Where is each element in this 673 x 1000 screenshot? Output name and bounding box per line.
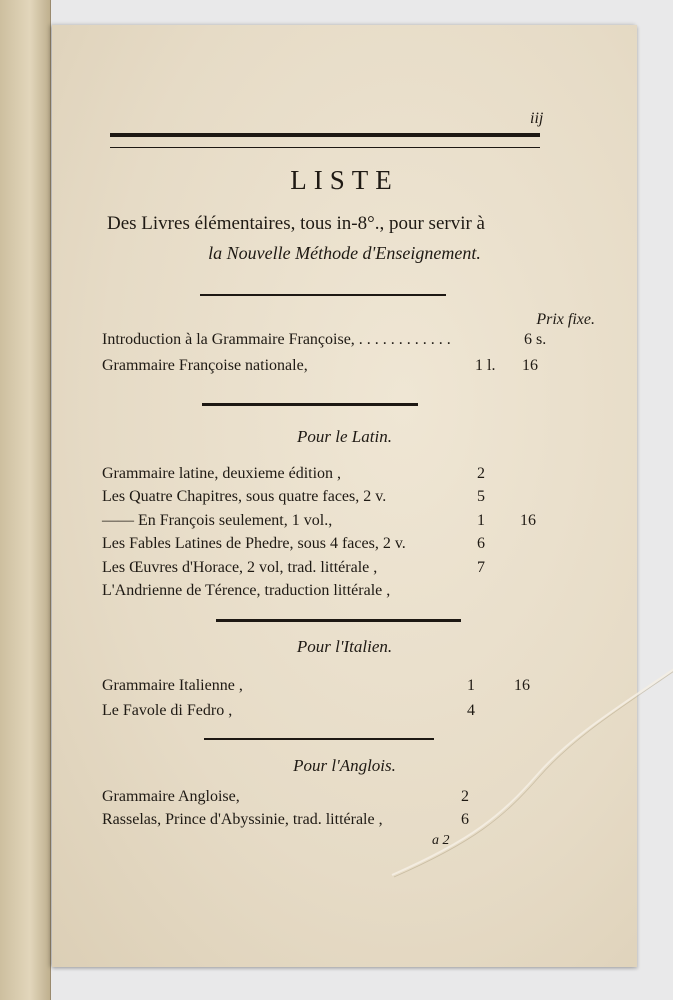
price-value: 1 l.	[475, 357, 496, 374]
price-value: 4	[467, 702, 475, 719]
price-value: 16	[522, 357, 538, 374]
divider-rule	[200, 294, 446, 296]
divider-rule	[216, 619, 461, 622]
list-item: Grammaire Françoise nationale,	[102, 357, 308, 374]
price-value: 7	[477, 559, 485, 576]
subtitle-line-1: Des Livres élémentaires, tous in-8°., pour servir à	[107, 213, 485, 234]
list-item: Les Fables Latines de Phedre, sous 4 faces, 2 v.	[102, 535, 406, 552]
price-value: 2	[477, 465, 485, 482]
list-item: Grammaire Angloise,	[102, 788, 240, 805]
section-heading-italian: Pour l'Italien.	[296, 637, 393, 656]
section-heading-latin: Pour le Latin.	[297, 427, 392, 446]
list-item: Rasselas, Prince d'Abyssinie, trad. littérale ,	[102, 811, 383, 828]
book-page	[52, 25, 637, 967]
facing-page-edge	[0, 0, 51, 1000]
section-heading-english: Pour l'Anglois.	[293, 756, 396, 775]
divider-rule	[202, 403, 418, 406]
list-item: Les Œuvres d'Horace, 2 vol, trad. littérale ,	[102, 559, 378, 576]
signature-mark: a 2	[432, 833, 450, 848]
price-value: 6	[477, 535, 485, 552]
list-item: Les Quatre Chapitres, sous quatre faces, 2 v.	[102, 488, 387, 505]
price-value: 16	[514, 677, 530, 694]
page-title: LISTE	[290, 165, 399, 195]
header-double-rule	[110, 133, 540, 148]
price-column-header: Prix fixe.	[536, 311, 595, 328]
divider-rule	[204, 738, 434, 740]
page-number: iij	[530, 110, 544, 127]
list-item: Grammaire latine, deuxieme édition ,	[102, 465, 342, 482]
price-value: 1	[467, 677, 475, 694]
list-item: Grammaire Italienne ,	[102, 677, 243, 694]
price-value: 6	[461, 811, 469, 828]
price-value: 5	[477, 488, 485, 505]
price-value: 1	[477, 512, 485, 529]
list-item: —— En François seulement, 1 vol.,	[102, 512, 333, 529]
list-item: L'Andrienne de Térence, traduction littérale ,	[102, 582, 391, 599]
price-value: 16	[520, 512, 536, 529]
list-item: Le Favole di Fedro ,	[102, 702, 233, 719]
subtitle-line-2: la Nouvelle Méthode d'Enseignement.	[208, 243, 481, 263]
list-item: Introduction à la Grammaire Françoise, . . . . . . . . . . . .	[102, 331, 451, 348]
price-value: 2	[461, 788, 469, 805]
price-value: 6 s.	[524, 331, 547, 348]
